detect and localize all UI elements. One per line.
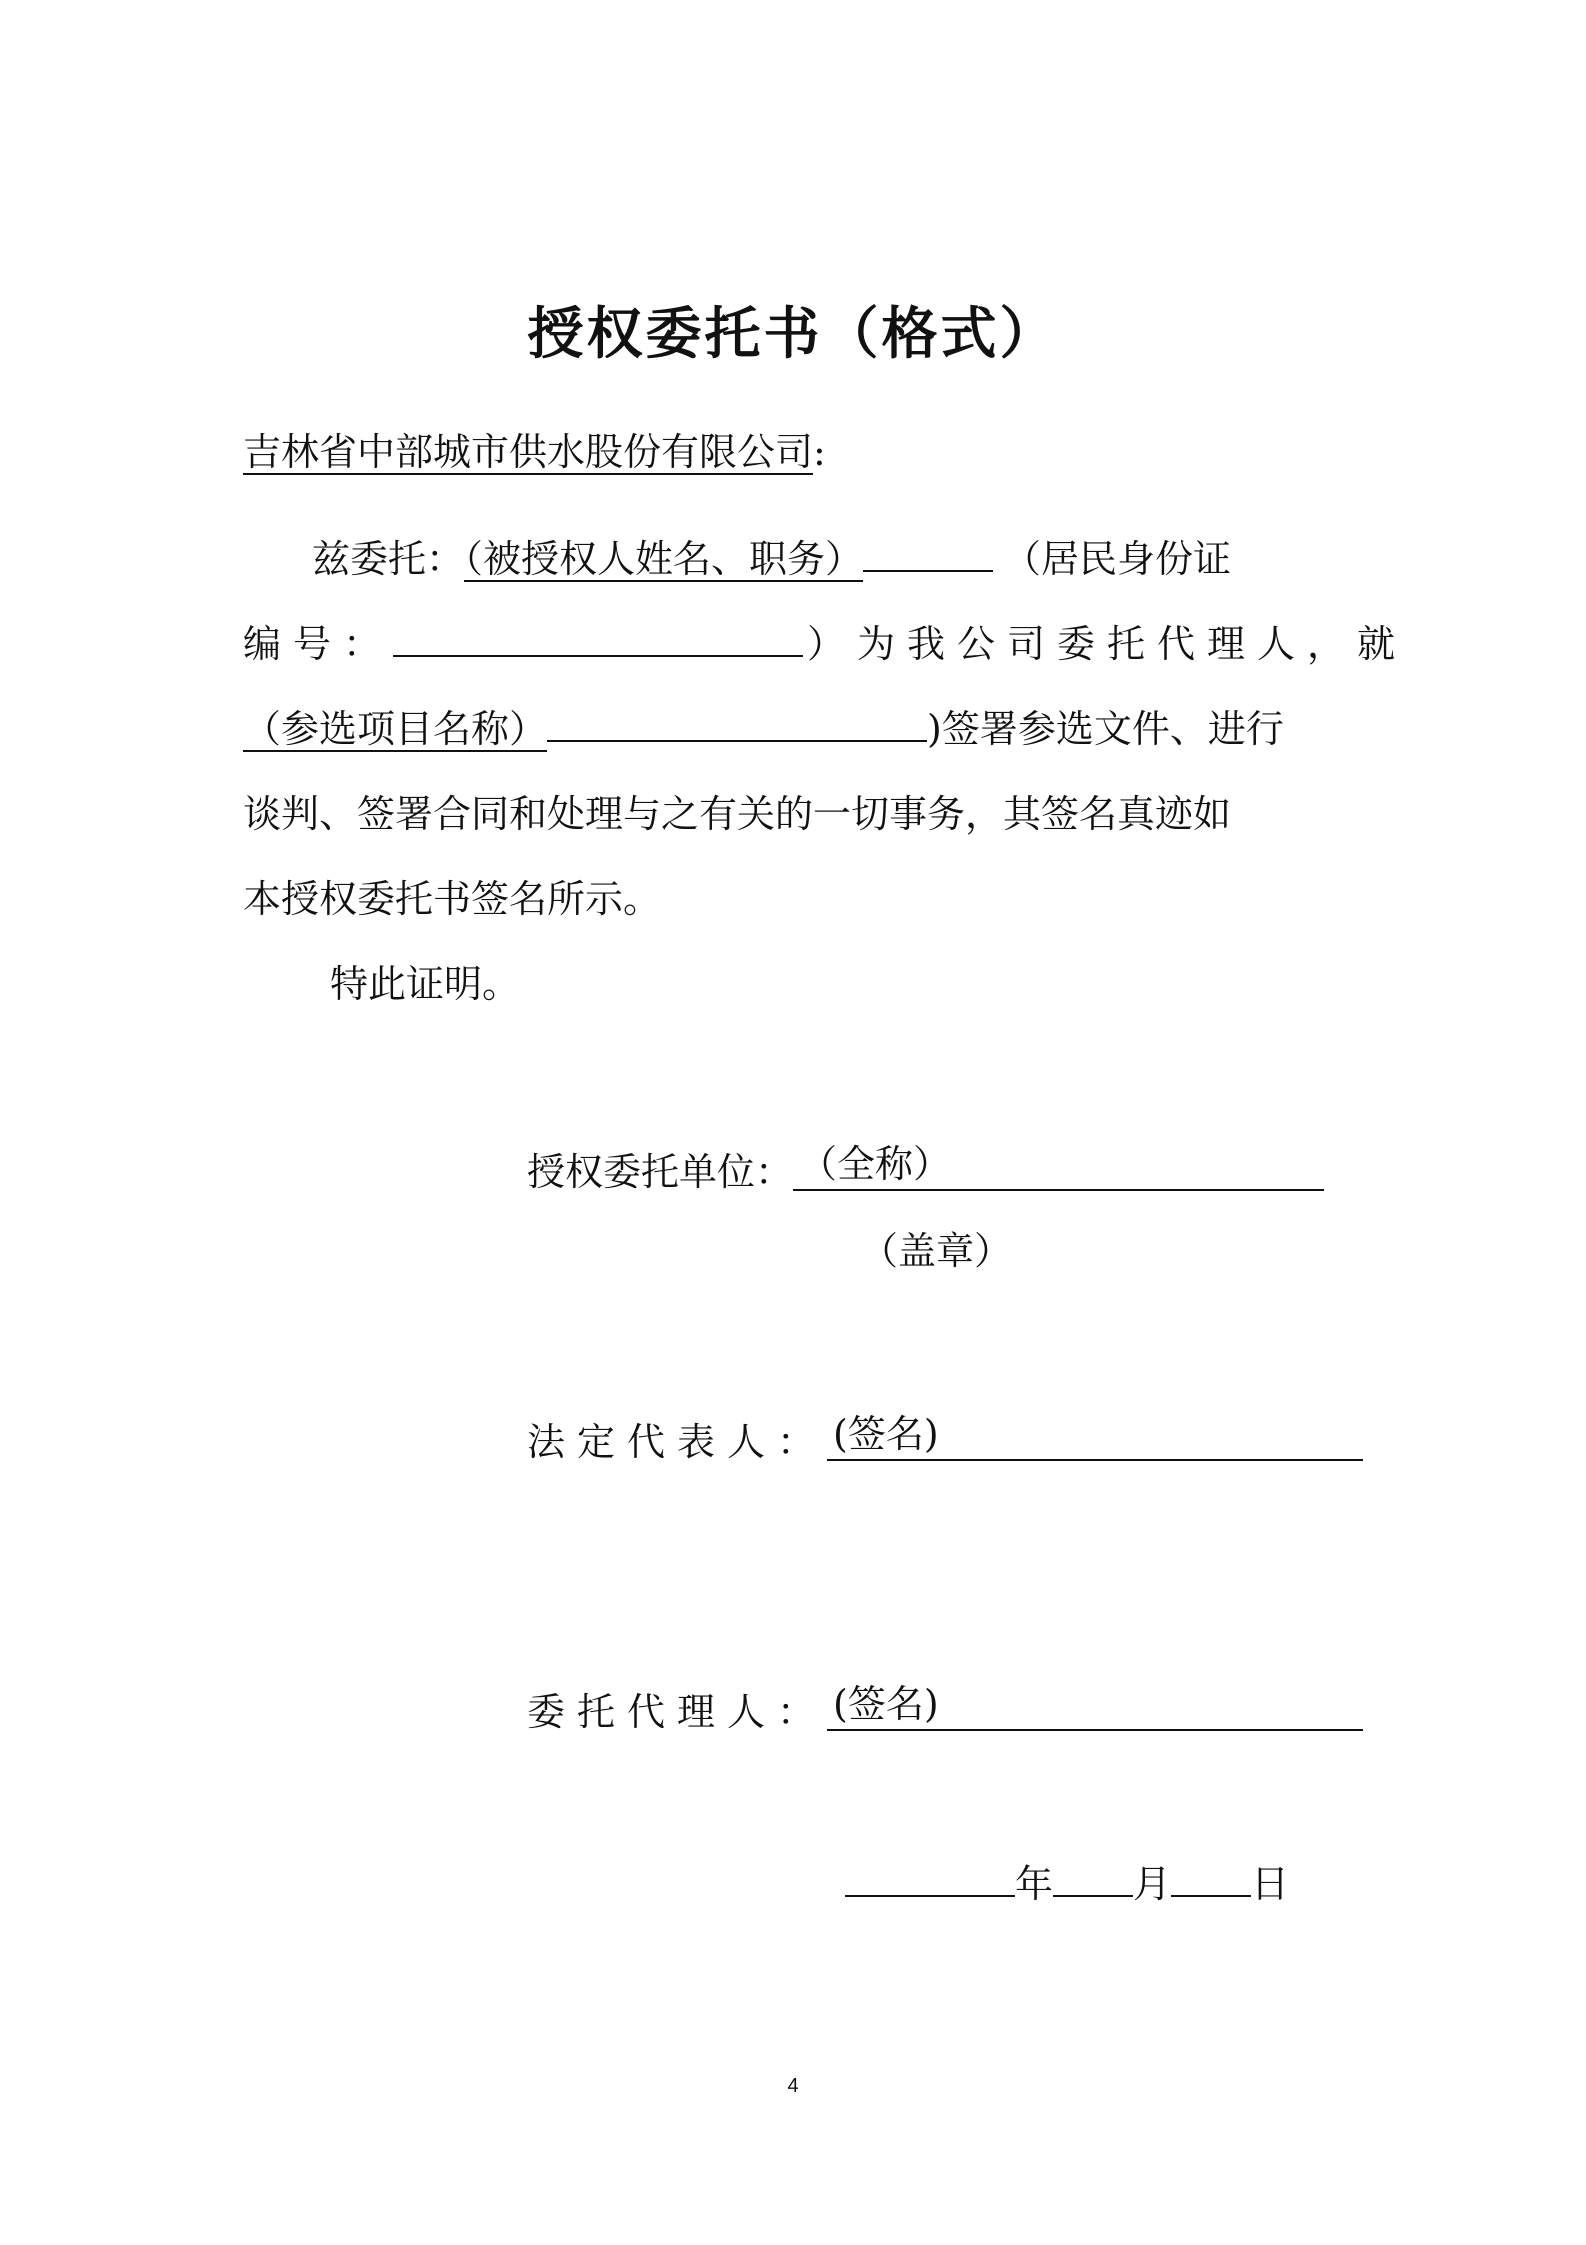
entrust-prefix: 兹委托： bbox=[312, 537, 465, 581]
after-project-text: )签署参选文件、进行 bbox=[927, 707, 1284, 751]
legal-rep-label: 法定代表人： bbox=[527, 1420, 828, 1464]
year-label: 年 bbox=[1015, 1862, 1054, 1906]
legal-rep-field bbox=[827, 1412, 1363, 1461]
agent-row bbox=[527, 1682, 1363, 1734]
date-line bbox=[845, 1862, 1290, 1906]
legal-rep-value: (签名) bbox=[833, 1412, 939, 1456]
month-blank bbox=[1053, 1865, 1133, 1897]
project-name-blank bbox=[547, 710, 927, 742]
project-name-field: （参选项目名称） bbox=[243, 707, 548, 751]
para-line-4: 谈判、签署合同和处理与之有关的一切事务，其签名真迹如 bbox=[243, 792, 1232, 836]
addressee: 吉林省中部城市供水股份有限公司 bbox=[243, 430, 814, 474]
certify-line: 特此证明。 bbox=[330, 962, 521, 1006]
addressee-colon: : bbox=[813, 430, 826, 474]
document-title: 授权委托书（格式） bbox=[527, 301, 1059, 367]
authorized-person-blank bbox=[863, 540, 993, 572]
authorized-person-field: （被授权人姓名、职务） bbox=[464, 537, 864, 581]
month-label: 月 bbox=[1133, 1862, 1172, 1906]
id-number-blank bbox=[393, 625, 803, 657]
page-number: 4 bbox=[787, 2075, 799, 2097]
after-id-text: ）为我公司委托代理人，就 bbox=[807, 622, 1408, 666]
agent-field bbox=[827, 1682, 1363, 1731]
agent-value: (签名) bbox=[833, 1682, 939, 1726]
authorizing-unit-value: （全称） bbox=[799, 1142, 952, 1186]
id-open: （居民身份证 bbox=[1003, 537, 1232, 581]
authorizing-unit-row bbox=[527, 1142, 1324, 1194]
para-line-3 bbox=[243, 707, 1284, 751]
agent-label: 委托代理人： bbox=[527, 1690, 828, 1734]
authorizing-unit-field bbox=[793, 1142, 1324, 1191]
day-label: 日 bbox=[1251, 1862, 1290, 1906]
para-line-5: 本授权委托书签名所示。 bbox=[243, 877, 662, 921]
legal-rep-row bbox=[527, 1412, 1363, 1464]
authorizing-unit-label: 授权委托单位： bbox=[527, 1150, 794, 1194]
seal-text: （盖章） bbox=[860, 1229, 1013, 1273]
day-blank bbox=[1171, 1865, 1251, 1897]
para-line-1 bbox=[312, 537, 1232, 581]
para-line-2 bbox=[243, 622, 1408, 666]
addressee-line bbox=[243, 430, 826, 474]
id-label: 编号： bbox=[243, 622, 394, 666]
year-blank bbox=[845, 1865, 1015, 1897]
